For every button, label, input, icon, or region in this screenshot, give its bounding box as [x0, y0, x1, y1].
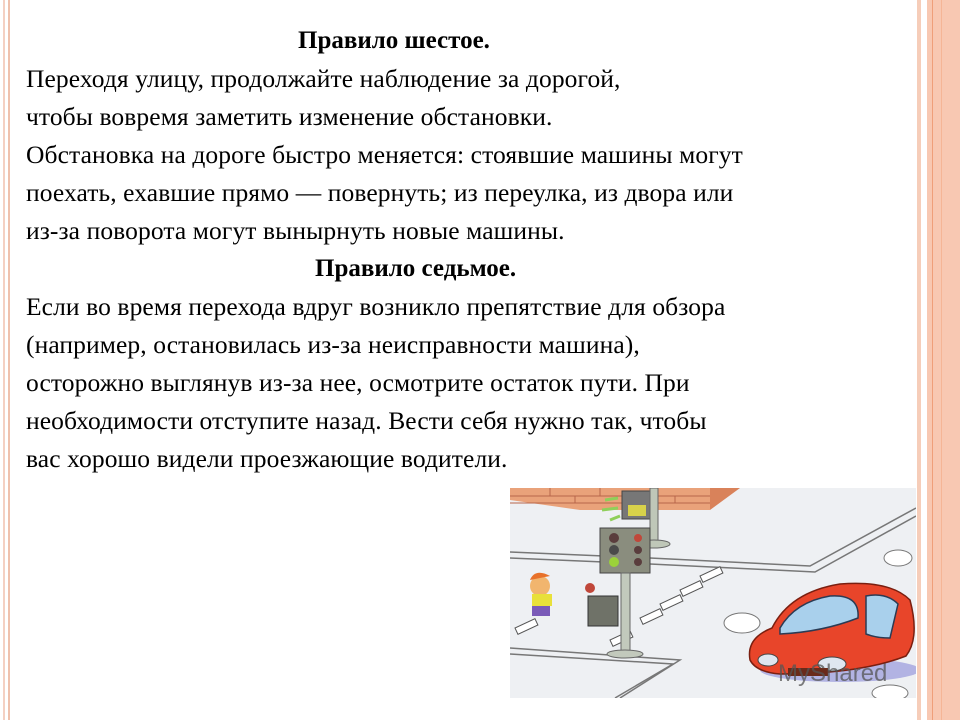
left-border-line — [3, 0, 5, 720]
rule7-line: вас хорошо видели проезжающие водители. — [26, 444, 508, 473]
right-decorative-stripe — [917, 0, 960, 720]
rule7-line: необходимости отступите назад. Вести себя нужно так, чтобы — [26, 406, 707, 435]
rule7-line: осторожно выглянув из-за нее, осмотрите остаток пути. При — [26, 368, 690, 397]
rule7-line: (например, остановилась из-за неисправности машина), — [26, 330, 640, 359]
rule6-line: Обстановка на дороге быстро меняется: стоявшие машины могут — [26, 140, 743, 169]
rule7-title: Правило седьмое. — [315, 255, 517, 282]
rule6-line: чтобы вовремя заметить изменение обстановки. — [26, 102, 553, 131]
rule7-line: Если во время перехода вдруг возникло препятствие для обзора — [26, 292, 726, 321]
rule6-line: Переходя улицу, продолжайте наблюдение за дорогой, — [26, 64, 621, 93]
rule6-title: Правило шестое. — [298, 27, 490, 54]
rule6-line: из-за поворота могут вынырнуть новые машины. — [26, 216, 565, 245]
slide-content — [26, 22, 916, 478]
watermark-text: MyShared — [778, 660, 888, 687]
left-border-line — [8, 0, 10, 720]
rule6-line: поехать, ехавшие прямо — повернуть; из переулка, из двора или — [26, 178, 734, 207]
